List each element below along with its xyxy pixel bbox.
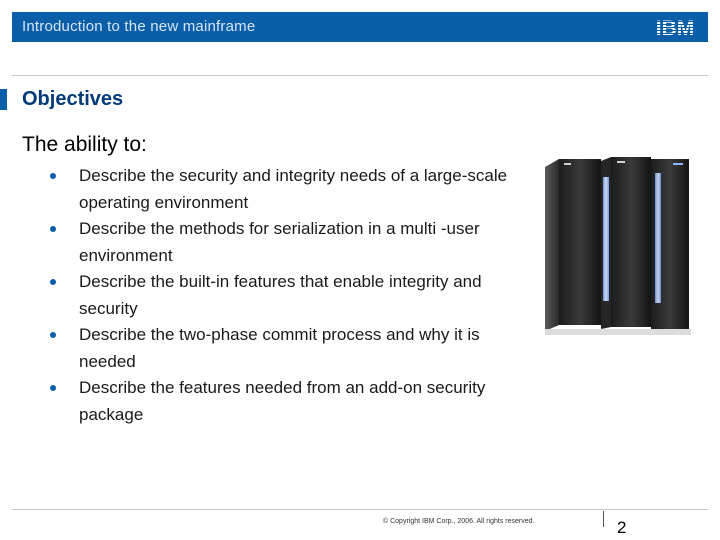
ibm-logo-icon [652,16,698,38]
list-item: Describe the built-in features that enable integrity and security [48,269,528,322]
page-number: 2 [617,518,627,537]
footer-separator [603,511,604,527]
lead-text: The ability to: [22,133,147,156]
bullet-icon [50,385,56,391]
bullet-icon [50,226,56,232]
header-bar [12,12,708,42]
bottom-divider [12,509,708,510]
section-title: Objectives [22,88,124,110]
mainframe-image [545,155,691,335]
list-item: Describe the security and integrity needs of a large-scale operating environment [48,163,528,216]
bullet-icon [50,279,56,285]
bullet-icon [50,332,56,338]
list-item: Describe the methods for serialization in a multi -user environment [48,216,528,269]
list-item: Describe the two-phase commit process and why it is needed [48,322,528,375]
objectives-list [48,163,528,428]
copyright-text: © Copyright IBM Corp., 2006. All rights reserved. [383,518,535,525]
svg-text:IBM: IBM [655,17,695,38]
header-title: Introduction to the new mainframe [22,18,256,35]
top-divider [12,75,708,76]
bullet-icon [50,173,56,179]
section-accent-bar [0,89,7,110]
list-item: Describe the features needed from an add-on security package [48,375,528,428]
